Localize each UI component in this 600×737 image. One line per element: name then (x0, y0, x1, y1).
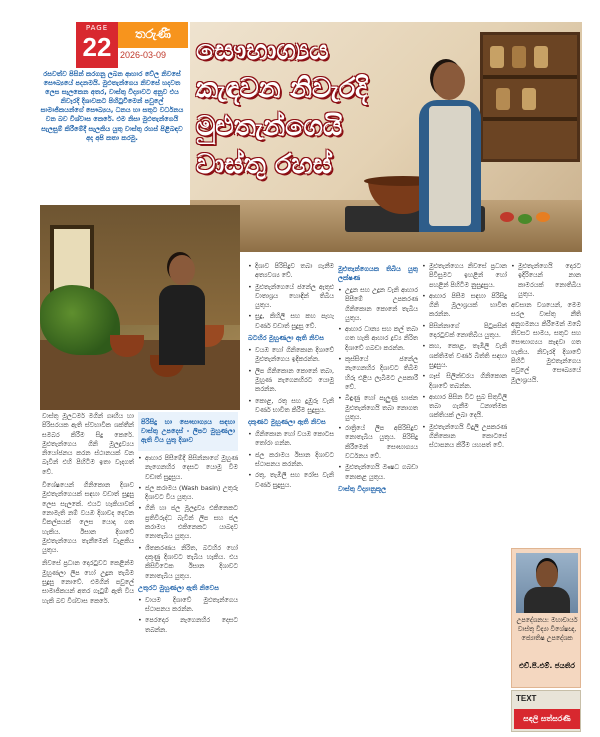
list-item: • කහ, කොළ, තැඹිලි වැනි ශක්තිමත් වර්ණ බිත්ති සඳහා සුදුසුය. (422, 342, 507, 370)
list-item: • වයඹ හෝ ගිනිකොන දිශාවේ මුළුතැන්ගෙය ඉදිකරන්න. (248, 346, 334, 365)
list-item: • ගෑස් සිලින්ඩරය ගිනිකොන දිශාවේ තබන්න. (422, 372, 507, 391)
paragraph: නිවසේ ප්‍රධාන දොරටුවට කෙළින්ම මුහුණලා ලිප හෝ උදුන තැබීම සුදුසු නොවේ. එමගින් පවුලේ සාමාජිකයන් අතර ගැටුම් ඇති විය හැකි බව විශ්වාස කෙරේ. (42, 559, 134, 605)
list-item: • ශීතකරණය නිරිත, බටහිර හෝ දකුණු දිශාවට තැබිය හැකිය. එය කිසිවිටෙක ඊසාන දිශාවට නොතැබිය යුතුය. (138, 544, 238, 581)
title-line: මුළුතැන්ගෙයි (196, 111, 343, 142)
vegetable (518, 214, 532, 224)
bullet-list (511, 262, 581, 299)
section-heading: පිරිසිදු හා සෞභාග්‍යය සඳහා වාස්තු උපදෙස් - ලිපට මුහුණලා ඇති විය යුතු දිශාව (141, 418, 235, 444)
bullet-list (338, 286, 418, 482)
jar (496, 88, 510, 110)
jar (534, 46, 548, 68)
list-item: • කොළ, රතු සහ දුඹුරු වැනි වර්ණ භාවිත කිරීම සුදුසුය. (248, 397, 334, 416)
list-item: • ජල කරාමය (Wash basin) උතුරු දිශාවට විය යුතුය. (138, 484, 238, 503)
list-item: • කුස්සියේ ජනේල නැගෙනහිර දිශාවට තිබීම හිරු එළිය ලැබීමට උපකාරී වේ. (338, 355, 418, 392)
title-line: වාස්තු රහස් (196, 149, 333, 180)
article-column (248, 262, 334, 732)
bullet-list (248, 262, 334, 331)
list-item: • මුළුතැන්ගෙයේ ජනේල ඇතුළු වාතාශ්‍රය හොඳින් තිබිය යුතුය. (248, 283, 334, 311)
list-item: • ජල කරාමය ඊසාන දිශාවට ස්ථාපනය කරන්න. (248, 451, 334, 470)
section-heading: බටහිර මුහුණලා ඇති නිවස (248, 334, 324, 343)
list-item: • සුදු, කිහිලි සහ කහ පැහැ වර්ණ වඩාත් සුදුසු වේ. (248, 312, 334, 331)
list-item: • ලිප ගිනිකොන කොනේ තබා, මුහුණ නැගෙනහිරට යොමු කරන්න. (248, 367, 334, 395)
woman-smiling (155, 255, 209, 365)
list-item: • වායම දිශාවේ මුළුතැන්ගෙය ස්ථාපනය කරන්න. (138, 596, 238, 615)
jar (512, 46, 526, 68)
list-item: • මුළුතැන්ගෙය නිවසේ ප්‍රධාන පිවිසුමට ඉහළින් හෝ පහළින් පිහිටීම නුසුදුසුය. (422, 262, 507, 290)
jar (490, 46, 504, 68)
article-column (511, 262, 581, 487)
bullet-list (138, 596, 238, 635)
author-caption: උපදේශනය: මහාචාර්ය වාස්තු විද්‍යා විශේෂඥ, ජ්‍යොතිෂ උපදේශක (516, 617, 578, 642)
issue-date: 2026-03-09 (120, 50, 167, 60)
article-column (338, 262, 418, 732)
list-item: • මුළුතැන්ගෙයි ඖෂධ ගබඩා නොකළ යුතුය. (338, 463, 418, 482)
article-column (138, 412, 238, 732)
title-line: සෞභාග්‍යය (196, 35, 329, 66)
writer-name: සඳලි සත්සරණි (514, 709, 580, 729)
article-column (42, 412, 134, 732)
list-item: • දිශාව පිරිසිදුව තබා ගැනීම අත්‍යවශ්‍ය වේ. (248, 262, 334, 281)
list-item: • රතු, තැඹිලි සහ රෝස වැනි වර්ණ සුදුසුය. (248, 471, 334, 490)
list-item: • බිඳුණු හෝ පැලුණු භාජන මුළුතැන්ගෙයි තබා නොගත යුතුය. (338, 394, 418, 422)
bullet-list (138, 454, 238, 581)
intro-text: රසවත්ව පිසින් කරගනු ලබන ආහාර වේල නිවසේ සෞඛ්‍යයේ පදනමයි. මුළුතැන්ගෙය නිවසේ හදවත ලෙස සැලකෙන අතර, වාස්තු විද්‍යාවට අනුව එය නිවැරදි දිශාවකට පිහිටුවීමෙන් පවුලේ සාමාජිකයන්ගේ සෞඛ්‍යය, ධනය හා සතුට වර්ධනය වන බව විශ්වාස කෙරේ. එම නිසා මුළුතැන්ගෙයි සැලසුම් කිරීමේදී සැලකිය යුතු වාස්තු රහස් පිළිබඳව අද අපි කතා කරමු. (40, 70, 184, 142)
paragraph: විශේෂයෙන් ගිනිකොන දිශාව මුළුතැන්ගෙයක් සඳහා වඩාත් සුදුසු ලෙස සැලකේ. එයට හැකියාවක් නොමැති නම් වයඹ දිශාවද දෙවන විකල්පයක් ලෙස යොදා ගත හැකිය. ඊසාන දිශාවේ මුළුතැන්ගෙය තැනීමෙන් වැළකිය යුතුය. (42, 481, 134, 555)
list-item: • පිසින්නාගේ පිටුපසින් දොරටුවක් නොතිබිය යුතුය. (422, 322, 507, 341)
list-item: • මුළුතැන්ගෙයි විදුලි උපකරණ ගිනිකොන කොටසේ ස්ථාපනය කිරීම යහපත් වේ. (422, 423, 507, 451)
credit-label: TEXT (516, 694, 537, 703)
list-item: • ගිනි හා ජල මූලද්‍රව්‍ය එකිනෙකට ප්‍රතිවිරුද්ධ බැවින් ලිප සහ ජල කරාමය එකිනෙකට යාබදව නොතැබිය යුතුය. (138, 504, 238, 541)
text-credit-box (511, 690, 581, 732)
list-item: • රාත්‍රියේ ලිප අපිරිසිදුව නොතැබිය යුතුය. පිරිසිදු කිරීමෙන් සෞභාග්‍යය වර්ධනය වේ. (338, 424, 418, 461)
list-item: • මුළුතැන්ගෙයි දොරට ඉදිරියෙන් නාන කාමරයක් නොතිබිය යුතුය. (511, 262, 581, 299)
article-title (196, 32, 426, 184)
section-heading: වාස්තු විද්‍යානුකූල (338, 484, 387, 493)
page-number: 22 (82, 32, 112, 62)
article-column (422, 262, 507, 732)
list-item: • ආහාර පිසින විට සුබ සිතුවිලි තබා ගැනීම ධනාත්මක ශක්තියක් ලබා දෙයි. (422, 393, 507, 421)
bullet-list (248, 430, 334, 490)
section-heading: මුළුතැන්ගෙයක තිබිය යුතු ලක්ෂණ (338, 265, 418, 282)
bullet-list (248, 346, 334, 415)
columnist-box (511, 548, 581, 688)
paragraph: අවසාන වශයෙන්, මෙම සරල වාස්තු නීති අනුගමනය කිරීමෙන් ඔබේ නිවසට සාමය, සතුට සහ සෞභාග්‍යය කැඳවා ගත හැකිය. නිවැරදි දිශාවේ පිහිටි මුළුතැන්ගෙය පවුලේ සෞඛ්‍යයේ මූලාශ්‍රයයි. (511, 301, 581, 384)
list-item: • උදුන සහ උදුන වැනි ආහාර පිසීමේ උපකරණ ගිනිකොන කොනේ තැබිය යුතුය. (338, 286, 418, 323)
list-item: • පෙරදොර නැගෙනහිර දෙසට තබන්න. (138, 616, 238, 635)
section-heading: උතුරට මුහුණලා ඇති නිවෙස (138, 583, 219, 592)
bullet-list (422, 262, 507, 451)
jar (522, 88, 536, 110)
outdoor-kitchen-photo (40, 205, 240, 410)
page-number-badge (76, 22, 118, 68)
list-item: • ආහාර ධාන්‍ය සහ කල් තබා ගත හැකි ආහාර ද්‍රව්‍ය නිරිත දිශාවේ ගබඩා කරන්න. (338, 325, 418, 353)
vegetable (536, 212, 550, 222)
vegetable (500, 212, 514, 222)
author-name: එච්.පී.එම්. ජයතිර (519, 661, 575, 670)
paragraph: වාස්තු මූලධර්ම මගින් ගෘහීය හා පිරිසරයක ඇති ස්වභාවික ශක්තීන් සමබර කිරීම සිදු කෙරේ. මුළුතැන්ගෙය ගිනි මූලද්‍රව්‍යය නියෝජනය කරන ස්ථානයක් වන බැවින් එහි පිහිටීම ඉතා වැදගත් වේ. (42, 412, 134, 476)
list-item: • ආහාර පිසීමේදී පිසින්නාගේ මුහුණ නැගෙනහිර දෙසට යොමු වීම වඩාත් සුදුසුය. (138, 454, 238, 482)
list-item: • ආහාර පිසීම සඳහා පිරිසිදු ගිනි මූලාශ්‍රයක් භාවිත කරන්න. (422, 292, 507, 320)
section-heading: දකුණට මුහුණලා ඇති නිවස (248, 418, 326, 427)
magazine-section-label: තරුණී (118, 22, 188, 48)
list-item: • ගිනිකොන හෝ වයඹ කොටස තෝරා ගන්න. (248, 430, 334, 449)
author-photo (516, 553, 578, 613)
page-label: PAGE (85, 24, 109, 32)
title-line: කැඳවන නිවැරදි (196, 73, 368, 104)
